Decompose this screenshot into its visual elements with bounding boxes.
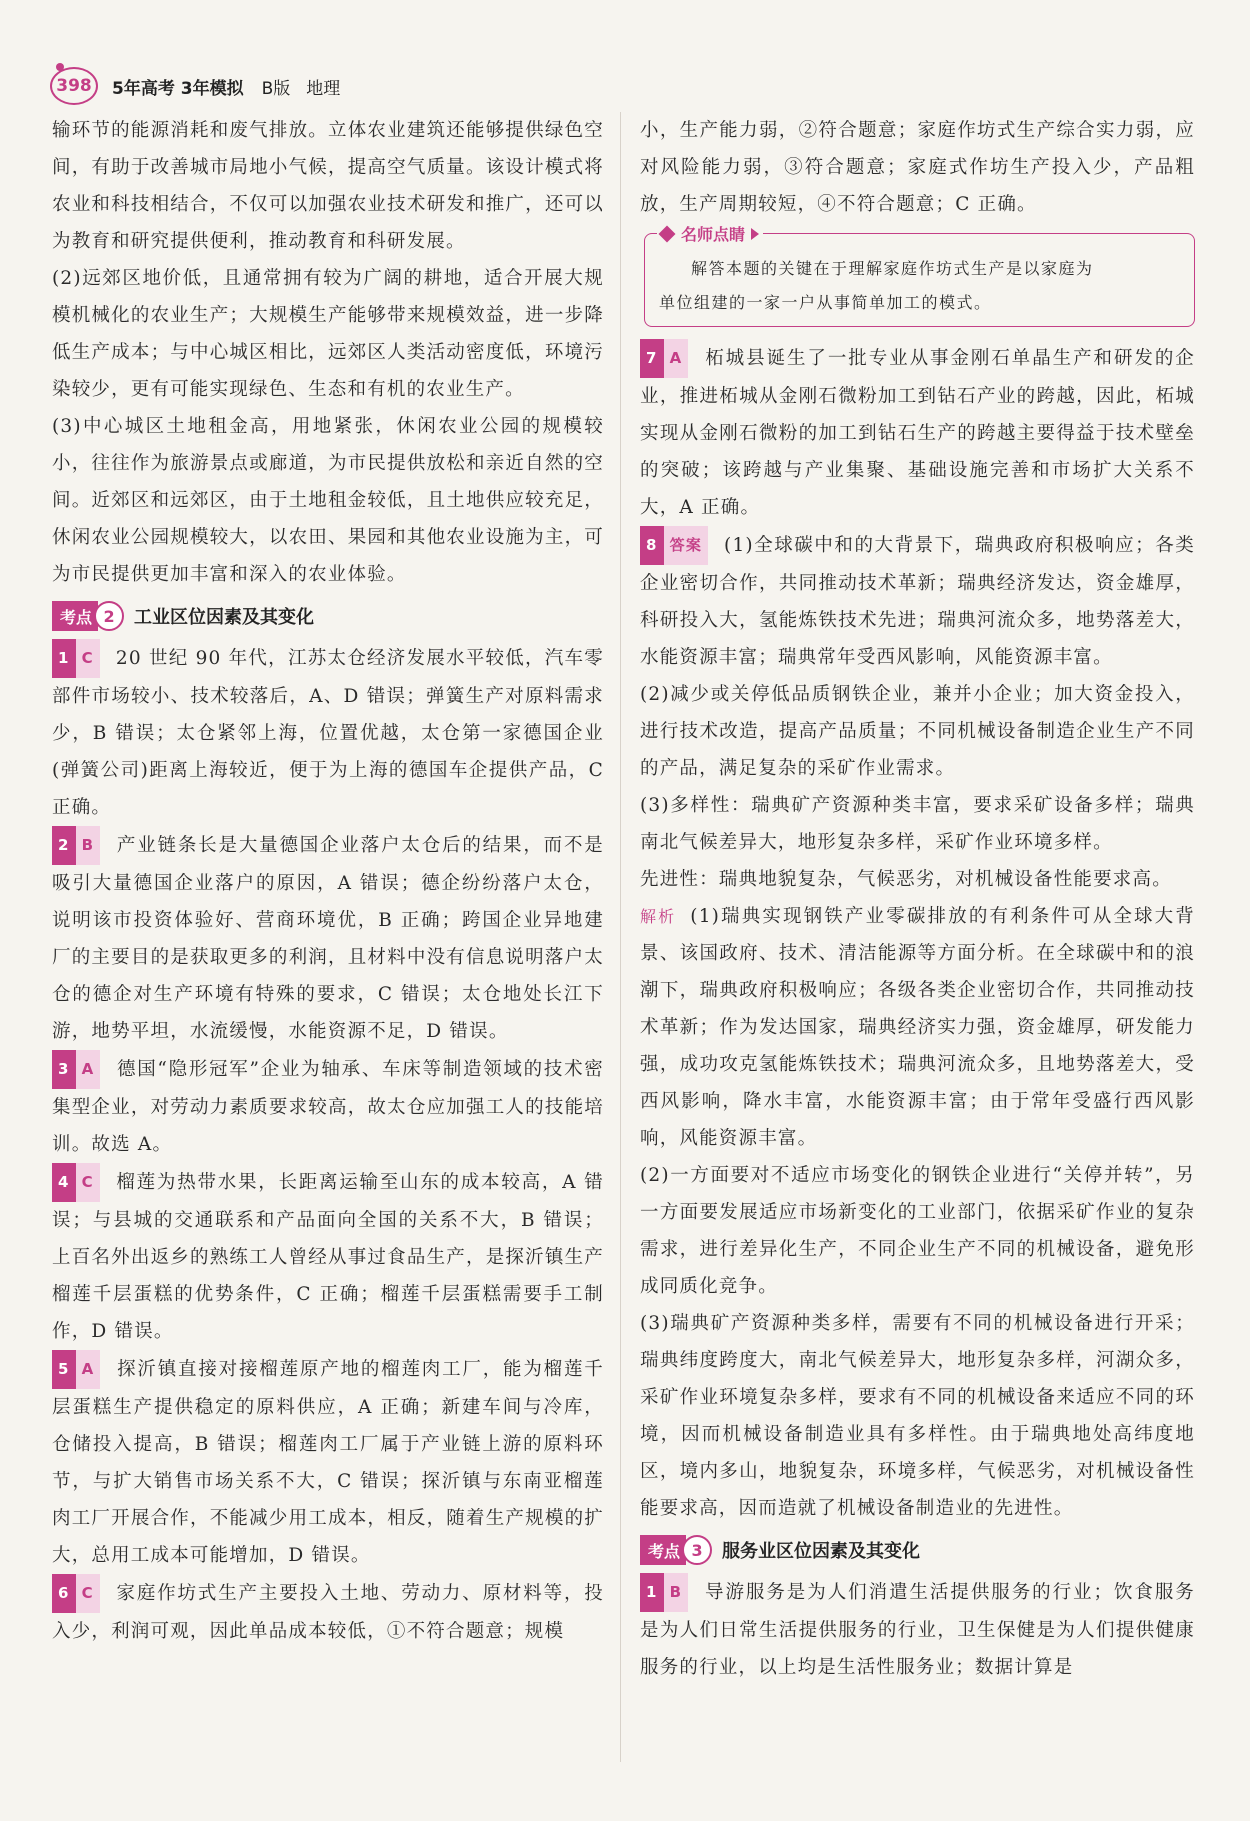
tip-text: 解答本题的关键在于理解家庭作坊式生产是以家庭为 [691, 259, 1094, 278]
tip-title: 名师点睛 [681, 225, 746, 244]
page-number: 398 [50, 67, 98, 105]
answer-item [640, 339, 1195, 526]
topic-title: 工业区位因素及其变化 [134, 607, 315, 628]
answer-item [640, 526, 1195, 676]
paragraph: (2)减少或关停低品质钢铁企业，兼并小企业；加大资金投入，进行技术改造，提高产品质量；不同机械设备制造企业生产不同的产品，满足复杂的采矿作业需求。 [640, 684, 1195, 779]
answer-item [640, 1573, 1195, 1686]
paragraph: 小，生产能力弱，②符合题意；家庭作坊式生产综合实力弱，应对风险能力弱，③符合题意；家庭式作坊生产投入少，产品粗放，生产周期较短，④不符合题意；C 正确。 [640, 120, 1195, 215]
arrow-right-icon [751, 228, 759, 240]
right-column [640, 112, 1195, 1686]
analysis-label: 解析 [640, 907, 677, 926]
answer-text: 产业链条长是大量德国企业落户太仓后的结果，而不是吸引大量德国企业落户的原因，A 错误；德企纷纷落户太仓，说明该市投资体验好、营商环境优，B 正确；跨国企业异地建厂的主要目的是获取更多的利润，且材料中没有信息说明落户太仓的德企对生产环境有特殊的要求，C 错误；太仓地处长江下游，地势平坦，水流缓慢，水能资源不足，D 错误。 [52, 835, 604, 1042]
answer-item [52, 1163, 604, 1350]
subject-label: 地理 [306, 78, 341, 99]
question-badge: 6 C [52, 1574, 100, 1613]
column-divider [620, 112, 621, 1762]
page-header [50, 66, 340, 106]
tip-box [644, 225, 1195, 327]
answer-text: 20 世纪 90 年代，江苏太仓经济发展水平较低，汽车零部件市场较小、技术较落后，A、D 错误；弹簧生产对原料需求少，B 错误；太仓紧邻上海，位置优越，太仓第一家德国企业(弹簧公司)距离上海较近，便于为上海的德国车企提供产品，C 正确。 [52, 648, 604, 818]
paragraph: 先进性：瑞典地貌复杂，气候恶劣，对机械设备性能要求高。 [640, 869, 1172, 890]
topic-label: 考点 [640, 1535, 686, 1565]
answer-item [52, 1574, 604, 1650]
answer-item [52, 1350, 604, 1574]
analysis-text: (1)瑞典实现钢铁产业零碳排放的有利条件可从全球大背景、该国政府、技术、清洁能源等方面分析。在全球碳中和的浪潮下，瑞典政府积极响应；各级各类企业密切合作，共同推动技术革新；作为发达国家，瑞典经济实力强，资金雄厚，研发能力强，成功攻克氢能炼铁技术；瑞典河流众多，且地势落差大，受西风影响，降水丰富，水能资源丰富；由于常年受盛行西风影响，风能资源丰富。 [640, 906, 1195, 1149]
topic-heading-3 [640, 1531, 1195, 1569]
answer-text: 导游服务是为人们消遣生活提供服务的行业；饮食服务是为人们日常生活提供服务的行业，卫生保健是为人们提供健康服务的行业，以上均是生活性服务业；数据计算是 [640, 1582, 1195, 1678]
question-badge: 1 C [52, 639, 100, 678]
answer-item [52, 826, 604, 1050]
answer-item [52, 1050, 604, 1163]
answer-text: 德国“隐形冠军”企业为轴承、车床等制造领域的技术密集型企业，对劳动力素质要求较高，故太仓应加强工人的技能培训。故选 A。 [52, 1059, 604, 1155]
paragraph: (2)远郊区地价低，且通常拥有较为广阔的耕地，适合开展大规模机械化的农业生产；大规模生产能够带来规模效益，进一步降低生产成本；与中心城区相比，远郊区人类活动密度低，环境污染较少，更有可能实现绿色、生态和有机的农业生产。 [52, 268, 604, 400]
edition-label: B版 [261, 78, 291, 99]
question-badge: 7 A [640, 339, 688, 378]
answer-text: (1)全球碳中和的大背景下，瑞典政府积极响应；各类企业密切合作，共同推动技术革新；瑞典经济发达，资金雄厚，科研投入大，氢能炼铁技术先进；瑞典河流众多，地势落差大，水能资源丰富；瑞典常年受西风影响，风能资源丰富。 [640, 535, 1195, 668]
book-title: 5年高考 3年模拟 [112, 78, 244, 99]
question-badge: 4 C [52, 1163, 100, 1202]
paragraph: (3)中心城区土地租金高，用地紧张，休闲农业公园的规模较小，往往作为旅游景点或廊道，为市民提供放松和亲近自然的空间。近郊区和远郊区，由于土地租金较低，且土地供应较充足，休闲农业公园规模较大，以农田、果园和其他农业设施为主，可为市民提供更加丰富和深入的农业体验。 [52, 416, 604, 585]
paragraph: (2)一方面要对不适应市场变化的钢铁企业进行“关停并转”，另一方面要发展适应市场新变化的工业部门，依据采矿作业的复杂需求，进行差异化生产，不同企业生产不同的机械设备，避免形成同质化竞争。 [640, 1165, 1195, 1297]
analysis-item [640, 898, 1195, 1157]
topic-number: 2 [94, 601, 124, 631]
topic-title: 服务业区位因素及其变化 [722, 1541, 921, 1562]
left-column [52, 112, 604, 1650]
question-badge: 3 A [52, 1050, 100, 1089]
diamond-icon [659, 225, 676, 242]
question-badge: 1 B [640, 1573, 688, 1612]
paragraph: (3)瑞典矿产资源种类多样，需要有不同的机械设备进行开采；瑞典纬度跨度大，南北气候差异大，地形复杂多样，河湖众多，采矿作业环境复杂多样，要求有不同的机械设备来适应不同的环境，因而机械设备制造业具有多样性。由于瑞典地处高纬度地区，境内多山，地貌复杂，环境多样，气候恶劣，对机械设备性能要求高，因而造就了机械设备制造业的先进性。 [640, 1313, 1195, 1519]
question-badge: 8 答案 [640, 526, 708, 565]
answer-text: 探沂镇直接对接榴莲原产地的榴莲肉工厂，能为榴莲千层蛋糕生产提供稳定的原料供应，A 正确；新建车间与冷库，仓储投入提高，B 错误；榴莲肉工厂属于产业链上游的原料环节，与扩大销售市场关系不大，C 错误；探沂镇与东南亚榴莲肉工厂开展合作，不能减少用工成本，相反，随着生产规模的扩大，总用工成本可能增加，D 错误。 [52, 1359, 604, 1566]
topic-label: 考点 [52, 601, 98, 631]
topic-heading-2 [52, 597, 604, 635]
topic-number: 3 [682, 1535, 712, 1565]
tip-heading [657, 222, 763, 245]
answer-text: 家庭作坊式生产主要投入土地、劳动力、原材料等，投入少，利润可观，因此单品成本较低，①不符合题意；规模 [52, 1583, 604, 1642]
question-badge: 2 B [52, 826, 100, 865]
question-badge: 5 A [52, 1350, 100, 1389]
answer-item [52, 639, 604, 826]
paragraph: (3)多样性：瑞典矿产资源种类丰富，要求采矿设备多样；瑞典南北气候差异大，地形复杂多样，采矿作业环境多样。 [640, 795, 1195, 853]
answer-text: 柘城县诞生了一批专业从事金刚石单晶生产和研发的企业，推进柘城从金刚石微粉加工到钻石产业的跨越，因此，柘城实现从金刚石微粉的加工到钻石生产的跨越主要得益于技术壁垒的突破；该跨越与产业集聚、基础设施完善和市场扩大关系不大，A 正确。 [640, 348, 1195, 518]
answer-text: 榴莲为热带水果，长距离运输至山东的成本较高，A 错误；与县城的交通联系和产品面向全国的关系不大，B 错误；上百名外出返乡的熟练工人曾经从事过食品生产，是探沂镇生产榴莲千层蛋糕的优势条件，C 正确；榴莲千层蛋糕需要手工制作，D 错误。 [52, 1172, 604, 1342]
tip-text: 单位组建的一家一户从事简单加工的模式。 [659, 293, 992, 312]
paragraph: 输环节的能源消耗和废气排放。立体农业建筑还能够提供绿色空间，有助于改善城市局地小气候，提高空气质量。该设计模式将农业和科技相结合，不仅可以加强农业技术研发和推广，还可以为教育和研究提供便利，推动教育和科研发展。 [52, 120, 604, 252]
